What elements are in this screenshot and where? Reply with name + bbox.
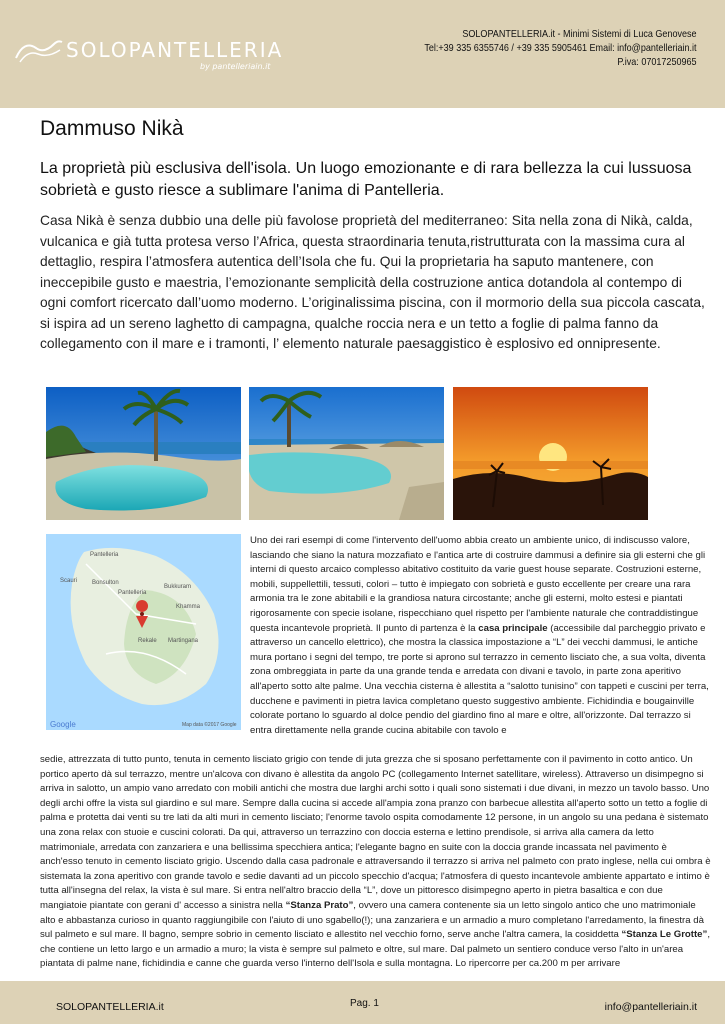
page-title: Dammuso Nikà [40, 117, 184, 140]
body-text: Uno dei rari esempi di come l'intervento dell'uomo abbia creato un ambiente unico, di indiscusso valore, lasciando che siano la natura mozzafiato e l'antica arte di costruire dammusi a definire sia gli esterni che gli interni di questo arcaico complesso abitativo costituito da varie guest house separate. Costruzioni esterne, mobili, suppellettili, tessuti, colori – tutto è impiegato con sobrietà e gusto eccellente per creare una rara armonia tra le zone abitabili e la grandiosa natura circostante; anche gli esterni, molto estesi e piantati rigorosamente con specie isolane, rispecchiano quel rispetto per l'ambiente naturale che contraddistingue questa incantevole proprietà. Il punto di partenza è la [250, 535, 706, 634]
map-label: Rekale [138, 638, 157, 644]
body-paragraph-wide [40, 753, 712, 972]
contact-info [425, 27, 697, 69]
body-bold-stanza-prato: “Stanza Prato” [285, 899, 354, 911]
logo-text: SOLOPANTELLERIA [66, 38, 284, 62]
map-label: Martingana [168, 638, 199, 644]
pool-palm-photo [46, 387, 241, 520]
location-map[interactable] [46, 534, 241, 730]
page-subtitle: La proprietà più esclusiva dell'isola. Un luogo emozionante e di rara bellezza la cui lussuosa sobrietà e gusto riesce a sublimare l'anima di Pantelleria. [40, 160, 692, 199]
footer-email[interactable]: info@pantelleriain.it [604, 1001, 697, 1013]
body-text: sedie, attrezzata di tutto punto, tenuta in cemento lisciato grigio con tende di juta grezza che si sposano perfettamente con il pavimento in cotto antico. Un portico aperto dà sul terrazzo, mentre un'alcova con divano è allestita da angolo PC (collegamento Internet satellitare, wireless). Attraverso un disimpegno si arriva in salotto, un ampio vano arredato con mobili antichi che mostra due larghi archi sotto i quali sono sistemati i due divani, in mezzo un tavolo basso. Uno degli archi offre la vista sul giardino e sul mare. Sempre dalla cucina si accede all'ampia zona pranzo con barbecue allestita all'aperto sotto un tetto a foglie di palma e protetta dai venti su tre lati da alti muri in cemento lisciato; l'enorme tavolo ospita comodamente 12 persone, in un angolo su una pedana è sistemato una zona relax con stuoie e cuscini colorati. Da qui, attraverso un terrazzino con doccia esterna e lettino prendisole, si arriva alla camera da letto matrimoniale, arredata con zanzariera e una bellissima specchiera antica; l'elegante bagno en suite con la doccia grande incassata nel pavimento è anch'esso tenuto in cemento lisciato grigio. Uscendo dalla casa padronale e attraversando il terrazzo si arriva nel palmeto con prato inglese, nella cui ombra è sistemata la zona aperitivo con grande tavolo e sedie davanti ad un piccolo specchio d'acqua; l'atmosfera di questo incantevole ambiente appartato e intimo è tutta all'insegna del relax, la vista è sul mare. Si entra nell'altro braccio della “L”, dove un pittoresco disimpegno aperto in pietra basaltica e con due mangiatoie piantate con gerani d' accesso a sinistra nella [40, 754, 711, 911]
map-credit-google: Google [50, 720, 76, 729]
body-text: , che contiene un letto largo e un armadio a muro; la vista è sempre sul palmeto e oltre, sul mare. Dal palmeto un sentiero conduce verso l'alto in un'area piantata di palme nane, fichidindia e canne che guarda verso l'interno dell'Isola e sulla montagna. Lo ripercorre per ca.200 m per arrivare [40, 929, 710, 970]
contact-phone-email[interactable]: Tel:+39 335 6355746 / +39 335 5905461 Email: info@pantelleriain.it [424, 42, 697, 54]
body-text: (accessibile dal parcheggio privato e attraverso un cancello elettrico), che mostra la classica impostazione a “L” dei vecchi dammusi, le antiche mura portano i segni del tempo, tre porte si aprono sul terrazzo in cemento lisciato che, a sua volta, diventa zona ombreggiata in parte da una grande tenda e arredata con divani e tavolo, in parte zona aperitivo all'aperto sotto alte palme. Una vecchia cisterna è allestita a “salotto tunisino” con tappeti e cuscini per terra, ducchene e pavimenti in pietra lavica completano questo suggestivo ambiente. Fichidindia e bougainville colorate portano lo sguardo al dolce pendio del giardino fino al mare e oltre, all'orizzonte. Dal terrazzo si entra direttamente nella grande cucina abitabile con tavolo e [250, 622, 709, 736]
page-header [0, 0, 725, 108]
pool-landscape-photo [249, 387, 444, 520]
map-label: Pantelleria [118, 590, 147, 596]
body-text: , ovvero una camera contenente sia un letto singolo antico che uno matrimoniale alto e abbastanza curioso in quanto raggiungibile con l'aiuto di uno sgabello(!); una zanzariera e un armadio a muro completano l'arredamento, la finestra dà sul palmeto e sul mare. Il bagno, sempre sobrio in cemento lisciato e allestito nel vecchio forno, serve anche l'altra camera, la cosiddetta [40, 899, 704, 941]
map-label: Bonsulton [92, 580, 119, 586]
sunset-photo [453, 387, 648, 520]
wave-logo-icon [14, 36, 64, 66]
map-label: Scauri [60, 578, 78, 584]
footer-page-number: Pag. 1 [350, 998, 379, 1009]
intro-paragraph: Casa Nikà è senza dubbio una delle più favolose proprietà del mediterraneo: Sita nella zona di Nikà, calda, vulcanica e già tutta protesa verso l’Africa, questa straordinaria tenuta,ristrutturata con la massima cura al dettaglio, respira l’atmosfera autentica dell’Isola che fu. Qui la proprietaria ha saputo mantenere, con ineccepibile gusto e maestria, l’emozionante semplicità della costruzione antica dotandola al contempo di ogni comfort ricercato dall’uomo moderno. L’originalissima piscina, con il mormorio della sua piccola cascata, si ispira ad un sereno laghetto di campagna, qualche roccia nera e un tetto a foglie di palma fanno da collegamento con il mare e i tramonti, l’ elemento naturale paesaggistico è esplosivo ed onnipresente. [40, 213, 705, 351]
contact-company: SOLOPANTELLERIA.it - Minimi Sistemi di Luca Genovese [462, 28, 697, 40]
body-bold-stanza-le-grotte: “Stanza Le Grotte” [621, 929, 708, 941]
map-credit: Map data ©2017 Google [182, 722, 237, 728]
footer-site[interactable]: SOLOPANTELLERIA.it [56, 1001, 164, 1013]
map-label: Bukkuram [164, 584, 192, 590]
solopantelleria-logo[interactable] [14, 36, 284, 72]
map-label: Pantelleria [90, 552, 119, 558]
body-bold-casa-principale: casa principale [478, 622, 548, 634]
contact-vat: P.iva: 07017250965 [617, 56, 697, 68]
logo-subtext: by pantelleriain.it [200, 62, 271, 71]
map-label: Khamma [176, 604, 201, 610]
body-paragraph-narrow [250, 534, 710, 738]
